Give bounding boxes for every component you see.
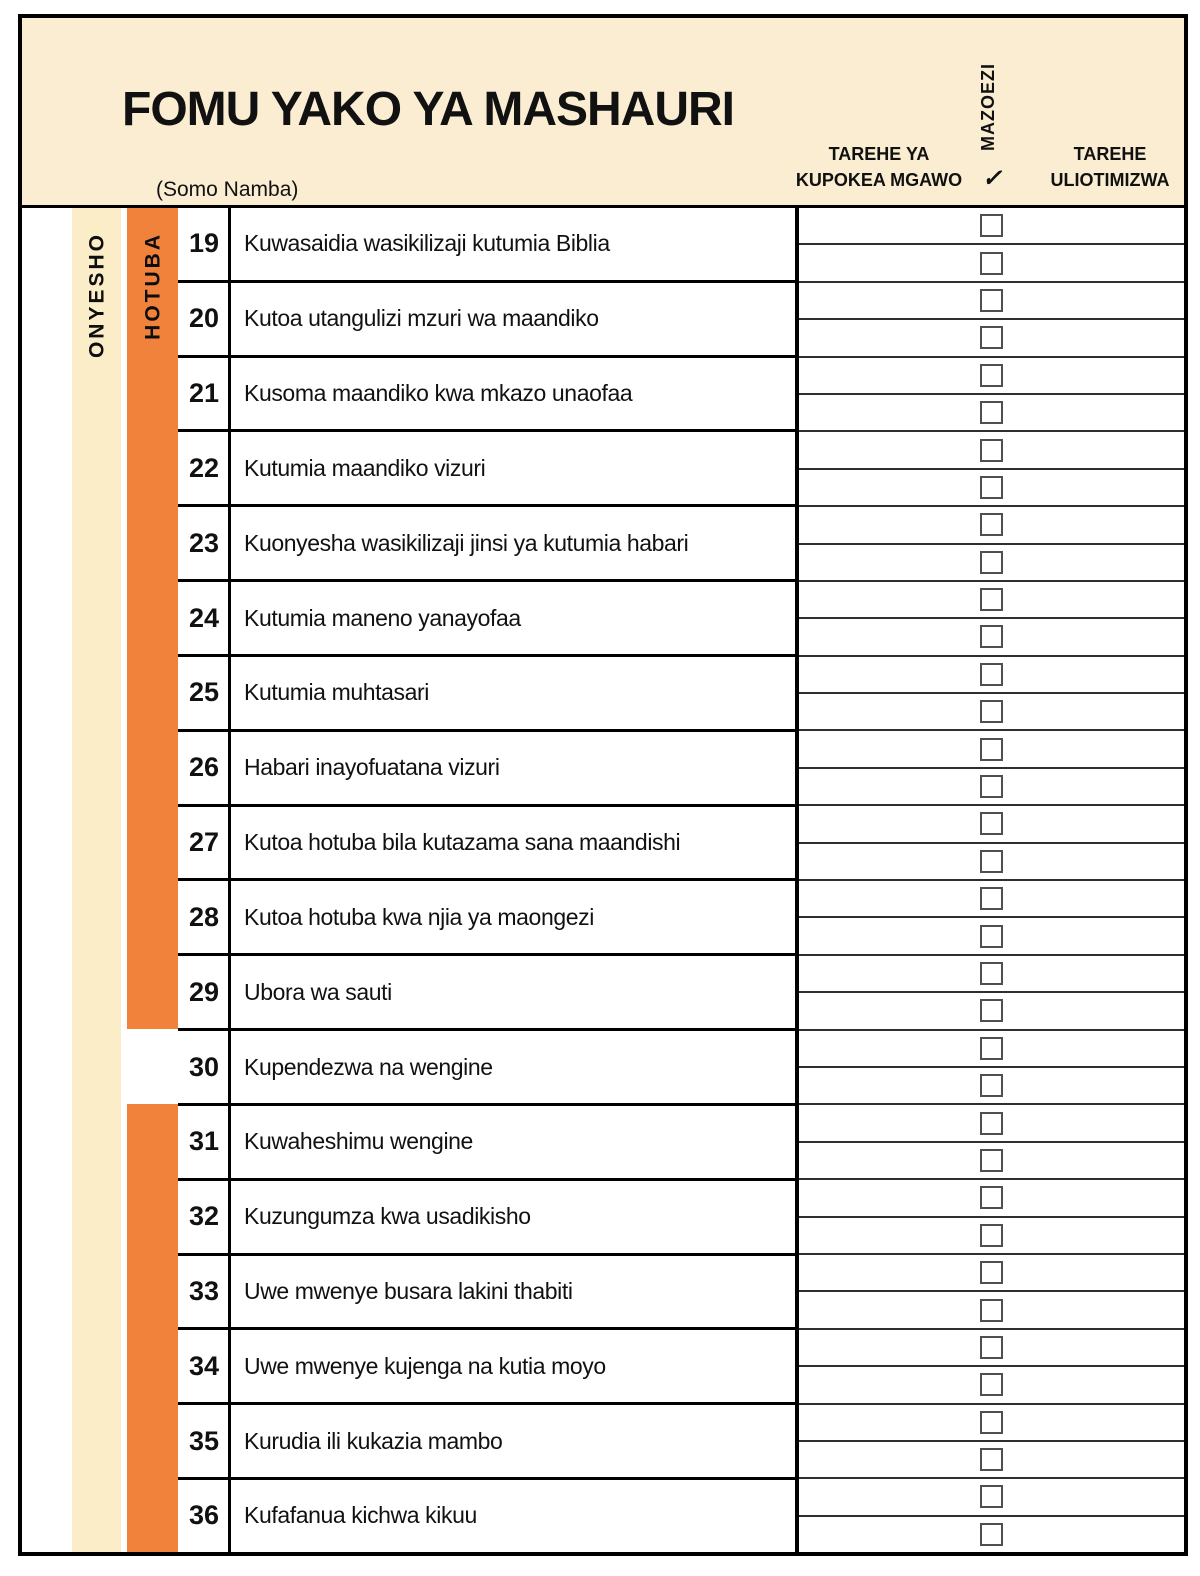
date-completed-cell[interactable]: [1003, 507, 1184, 542]
date-received-cell[interactable]: [799, 395, 980, 430]
date-entry-row: [799, 395, 1184, 432]
date-received-cell[interactable]: [799, 507, 980, 542]
column-header-mazoezi: MAZOEZI: [978, 63, 998, 151]
date-entry-row: [799, 432, 1184, 469]
practice-checkbox[interactable]: [980, 663, 1003, 686]
date-completed-cell[interactable]: [1003, 1442, 1184, 1477]
date-entry-row: [799, 956, 1184, 993]
practice-checkbox[interactable]: [980, 887, 1003, 910]
study-point-label: Habari inayofuatana vizuri: [244, 754, 500, 781]
date-entry-row: [799, 806, 1184, 843]
hotuba-label: HOTUBA: [141, 232, 164, 340]
practice-checkbox[interactable]: [980, 364, 1003, 387]
study-point-row: [178, 582, 795, 657]
date-entry-row: [799, 918, 1184, 955]
date-received-cell[interactable]: [799, 619, 980, 654]
study-point-number: 30: [178, 1031, 231, 1103]
date-entry-row: [799, 358, 1184, 395]
study-point-label: Kutumia maneno yanayofaa: [244, 604, 521, 631]
date-entry-row: [799, 1292, 1184, 1329]
date-entry-row: [799, 1255, 1184, 1292]
form-title: FOMU YAKO YA MASHAURI: [122, 83, 734, 136]
study-point-number: 34: [178, 1330, 231, 1402]
date-received-cell[interactable]: [799, 432, 980, 467]
date-completed-cell[interactable]: [1003, 358, 1184, 393]
somo-namba-label: (Somo Namba): [156, 178, 299, 201]
study-point-label: Kusoma maandiko kwa mkazo unaofaa: [244, 380, 633, 407]
study-point-number: 25: [178, 657, 231, 729]
study-point-row: [178, 1480, 795, 1552]
date-received-cell[interactable]: [799, 844, 980, 879]
practice-checkbox[interactable]: [980, 513, 1003, 536]
date-entry-row: [799, 1218, 1184, 1255]
date-completed-cell[interactable]: [1003, 432, 1184, 467]
study-point-label: Kutoa hotuba bila kutazama sana maandishi: [244, 829, 681, 856]
date-received-cell[interactable]: [799, 1442, 980, 1477]
practice-checkbox[interactable]: [980, 1299, 1003, 1322]
study-point-row: [178, 881, 795, 956]
study-point-number: 23: [178, 507, 231, 579]
practice-checkbox[interactable]: [980, 999, 1003, 1022]
hotuba-stripe: [127, 208, 178, 1029]
study-point-number: 24: [178, 582, 231, 654]
study-point-number: 32: [178, 1181, 231, 1253]
study-point-label: Kupendezwa na wengine: [244, 1053, 493, 1080]
date-completed-cell[interactable]: [1003, 208, 1184, 243]
practice-checkbox[interactable]: [980, 1373, 1003, 1396]
study-point-number: 29: [178, 956, 231, 1028]
date-completed-cell[interactable]: [1003, 1292, 1184, 1327]
date-received-cell[interactable]: [799, 1031, 980, 1066]
date-received-cell[interactable]: [799, 993, 980, 1028]
date-entry-row: [799, 545, 1184, 582]
date-completed-cell[interactable]: [1003, 1330, 1184, 1365]
date-received-cell[interactable]: [799, 1479, 980, 1514]
date-received-cell[interactable]: [799, 1292, 980, 1327]
date-entry-row: [799, 993, 1184, 1030]
form-body: [22, 208, 1184, 1552]
date-entry-row: [799, 1068, 1184, 1105]
column-header-date-completed: [1030, 141, 1190, 193]
practice-checkbox[interactable]: [980, 738, 1003, 761]
date-completed-cell[interactable]: [1003, 1479, 1184, 1514]
study-point-row: [178, 1106, 795, 1181]
date-entry-row: [799, 1517, 1184, 1552]
date-completed-cell[interactable]: [1003, 619, 1184, 654]
study-point-label: Kuonyesha wasikilizaji jinsi ya kutumia habari: [244, 529, 689, 556]
date-entry-row: [799, 1143, 1184, 1180]
date-entry-row: [799, 582, 1184, 619]
date-completed-cell[interactable]: [1003, 470, 1184, 505]
date-completed-cell[interactable]: [1003, 1068, 1184, 1103]
date-entry-row: [799, 844, 1184, 881]
date-received-cell[interactable]: [799, 956, 980, 991]
onyesho-label: ONYESHO: [85, 232, 108, 359]
onyesho-stripe: [72, 208, 121, 1552]
date-entry-row: [799, 1031, 1184, 1068]
date-completed-cell[interactable]: [1003, 1405, 1184, 1440]
practice-checkbox[interactable]: [980, 252, 1003, 275]
date-completed-cell[interactable]: [1003, 395, 1184, 430]
date-received-cell[interactable]: [799, 769, 980, 804]
date-completed-cell[interactable]: [1003, 731, 1184, 766]
practice-checkbox[interactable]: [980, 551, 1003, 574]
practice-checkbox[interactable]: [980, 1523, 1003, 1546]
study-point-row: [178, 732, 795, 807]
study-point-label: Kurudia ili kukazia mambo: [244, 1427, 503, 1454]
practice-checkbox[interactable]: [980, 476, 1003, 499]
date-received-cell[interactable]: [799, 1105, 980, 1140]
date-received-cell[interactable]: [799, 1218, 980, 1253]
date-entry-row: [799, 769, 1184, 806]
date-received-cell[interactable]: [799, 694, 980, 729]
date-received-cell[interactable]: [799, 1517, 980, 1552]
date-received-cell[interactable]: [799, 1180, 980, 1215]
date-completed-cell[interactable]: [1003, 657, 1184, 692]
study-point-label: Kuwasaidia wasikilizaji kutumia Biblia: [244, 230, 610, 257]
practice-checkbox[interactable]: [980, 925, 1003, 948]
study-point-number: 36: [178, 1480, 231, 1552]
study-point-label: Ubora wa sauti: [244, 978, 392, 1005]
date-received-cell[interactable]: [799, 881, 980, 916]
study-points-list: [178, 208, 795, 1552]
date-entry-row: [799, 245, 1184, 282]
date-received-line1: TAREHE YA: [828, 144, 930, 164]
date-received-line2: KUPOKEA MGAWO: [795, 170, 963, 190]
practice-checkbox[interactable]: [980, 439, 1003, 462]
practice-checkbox[interactable]: [980, 401, 1003, 424]
date-completed-line2: ULIOTIMIZWA: [1050, 170, 1170, 190]
form-header: [22, 18, 1184, 208]
form-container: [18, 14, 1188, 1556]
date-received-cell[interactable]: [799, 918, 980, 953]
date-entry-row: [799, 507, 1184, 544]
date-entry-row: [799, 1180, 1184, 1217]
study-point-label: Kutumia maandiko vizuri: [244, 454, 486, 481]
column-header-date-received: [759, 141, 999, 193]
practice-checkbox[interactable]: [980, 1448, 1003, 1471]
study-point-row: [178, 1256, 795, 1331]
study-point-label: Kutoa hotuba kwa njia ya maongezi: [244, 903, 594, 930]
date-completed-line1: TAREHE: [1073, 144, 1147, 164]
practice-checkbox[interactable]: [980, 326, 1003, 349]
date-entry-row: [799, 619, 1184, 656]
practice-checkbox[interactable]: [980, 812, 1003, 835]
date-completed-cell[interactable]: [1003, 320, 1184, 355]
date-received-cell[interactable]: [799, 320, 980, 355]
practice-checkbox[interactable]: [980, 962, 1003, 985]
date-entry-row: [799, 1367, 1184, 1404]
study-point-number: 20: [178, 283, 231, 355]
date-entry-row: [799, 1405, 1184, 1442]
study-point-number: 22: [178, 432, 231, 504]
hotuba-stripe-continued: [127, 1104, 178, 1552]
date-completed-cell[interactable]: [1003, 1105, 1184, 1140]
date-entry-row: [799, 470, 1184, 507]
practice-checkbox[interactable]: [980, 700, 1003, 723]
study-point-label: Kutoa utangulizi mzuri wa maandiko: [244, 305, 599, 332]
date-completed-cell[interactable]: [1003, 1218, 1184, 1253]
date-completed-cell[interactable]: [1003, 881, 1184, 916]
date-entry-row: [799, 881, 1184, 918]
date-completed-cell[interactable]: [1003, 582, 1184, 617]
study-point-number: 27: [178, 807, 231, 879]
practice-checkbox[interactable]: [980, 1037, 1003, 1060]
study-point-row: [178, 956, 795, 1031]
practice-checkbox[interactable]: [980, 1149, 1003, 1172]
date-entry-row: [799, 1105, 1184, 1142]
practice-checkbox[interactable]: [980, 1261, 1003, 1284]
date-received-cell[interactable]: [799, 1367, 980, 1402]
study-point-row: [178, 1031, 795, 1106]
study-point-row: [178, 1405, 795, 1480]
study-point-row: [178, 432, 795, 507]
study-point-label: Kuwaheshimu wengine: [244, 1128, 473, 1155]
date-entry-row: [799, 731, 1184, 768]
date-completed-cell[interactable]: [1003, 918, 1184, 953]
practice-checkbox[interactable]: [980, 1336, 1003, 1359]
study-point-number: 19: [178, 208, 231, 280]
practice-checkbox[interactable]: [980, 850, 1003, 873]
date-received-cell[interactable]: [799, 358, 980, 393]
practice-checkbox[interactable]: [980, 1112, 1003, 1135]
date-received-cell[interactable]: [799, 1068, 980, 1103]
practice-checkbox[interactable]: [980, 775, 1003, 798]
study-point-number: 26: [178, 732, 231, 804]
date-received-cell[interactable]: [799, 545, 980, 580]
study-point-row: [178, 807, 795, 882]
date-entry-row: [799, 208, 1184, 245]
date-completed-cell[interactable]: [1003, 1367, 1184, 1402]
date-received-cell[interactable]: [799, 582, 980, 617]
date-completed-cell[interactable]: [1003, 245, 1184, 280]
study-point-label: Kutumia muhtasari: [244, 679, 429, 706]
date-received-cell[interactable]: [799, 208, 980, 243]
study-point-label: Uwe mwenye busara lakini thabiti: [244, 1278, 573, 1304]
date-completed-cell[interactable]: [1003, 1143, 1184, 1178]
date-received-cell[interactable]: [799, 731, 980, 766]
date-entry-row: [799, 694, 1184, 731]
date-completed-cell[interactable]: [1003, 1031, 1184, 1066]
study-point-row: [178, 507, 795, 582]
date-completed-cell[interactable]: [1003, 1517, 1184, 1552]
date-entry-row: [799, 320, 1184, 357]
study-point-number: 28: [178, 881, 231, 953]
study-point-label: Kufafanua kichwa kikuu: [244, 1502, 477, 1529]
practice-checkbox[interactable]: [980, 588, 1003, 611]
study-point-row: [178, 358, 795, 433]
date-completed-cell[interactable]: [1003, 956, 1184, 991]
date-received-cell[interactable]: [799, 470, 980, 505]
date-completed-cell[interactable]: [1003, 769, 1184, 804]
study-point-label: Kuzungumza kwa usadikisho: [244, 1203, 531, 1230]
date-received-cell[interactable]: [799, 1330, 980, 1365]
date-completed-cell[interactable]: [1003, 1180, 1184, 1215]
study-point-row: [178, 283, 795, 358]
date-completed-cell[interactable]: [1003, 806, 1184, 841]
date-received-cell[interactable]: [799, 806, 980, 841]
date-completed-cell[interactable]: [1003, 993, 1184, 1028]
date-completed-cell[interactable]: [1003, 844, 1184, 879]
practice-checkbox[interactable]: [980, 1485, 1003, 1508]
study-point-number: 33: [178, 1256, 231, 1328]
study-point-row: [178, 1181, 795, 1256]
date-entry-row: [799, 1479, 1184, 1516]
practice-checkbox[interactable]: [980, 1074, 1003, 1097]
practice-checkbox[interactable]: [980, 1224, 1003, 1247]
date-entry-row: [799, 657, 1184, 694]
practice-checkbox[interactable]: [980, 214, 1003, 237]
date-completed-cell[interactable]: [1003, 545, 1184, 580]
date-received-cell[interactable]: [799, 1405, 980, 1440]
study-point-row: [178, 657, 795, 732]
study-point-number: 21: [178, 358, 231, 430]
date-completed-cell[interactable]: [1003, 283, 1184, 318]
study-point-number: 31: [178, 1106, 231, 1178]
practice-checkbox[interactable]: [980, 289, 1003, 312]
practice-checkbox[interactable]: [980, 625, 1003, 648]
date-received-cell[interactable]: [799, 1255, 980, 1290]
practice-checkbox[interactable]: [980, 1411, 1003, 1434]
date-entry-row: [799, 283, 1184, 320]
date-received-cell[interactable]: [799, 657, 980, 692]
checkmark-icon: ✓: [981, 165, 1003, 192]
date-received-cell[interactable]: [799, 1143, 980, 1178]
date-received-cell[interactable]: [799, 245, 980, 280]
date-entry-row: [799, 1442, 1184, 1479]
practice-checkbox[interactable]: [980, 1186, 1003, 1209]
study-point-row: [178, 1330, 795, 1405]
study-point-number: 35: [178, 1405, 231, 1477]
study-point-row: [178, 208, 795, 283]
date-entry-row: [799, 1330, 1184, 1367]
date-received-cell[interactable]: [799, 283, 980, 318]
date-completed-cell[interactable]: [1003, 694, 1184, 729]
dates-checkbox-table: [795, 208, 1184, 1552]
study-point-label: Uwe mwenye kujenga na kutia moyo: [244, 1352, 606, 1379]
date-completed-cell[interactable]: [1003, 1255, 1184, 1290]
